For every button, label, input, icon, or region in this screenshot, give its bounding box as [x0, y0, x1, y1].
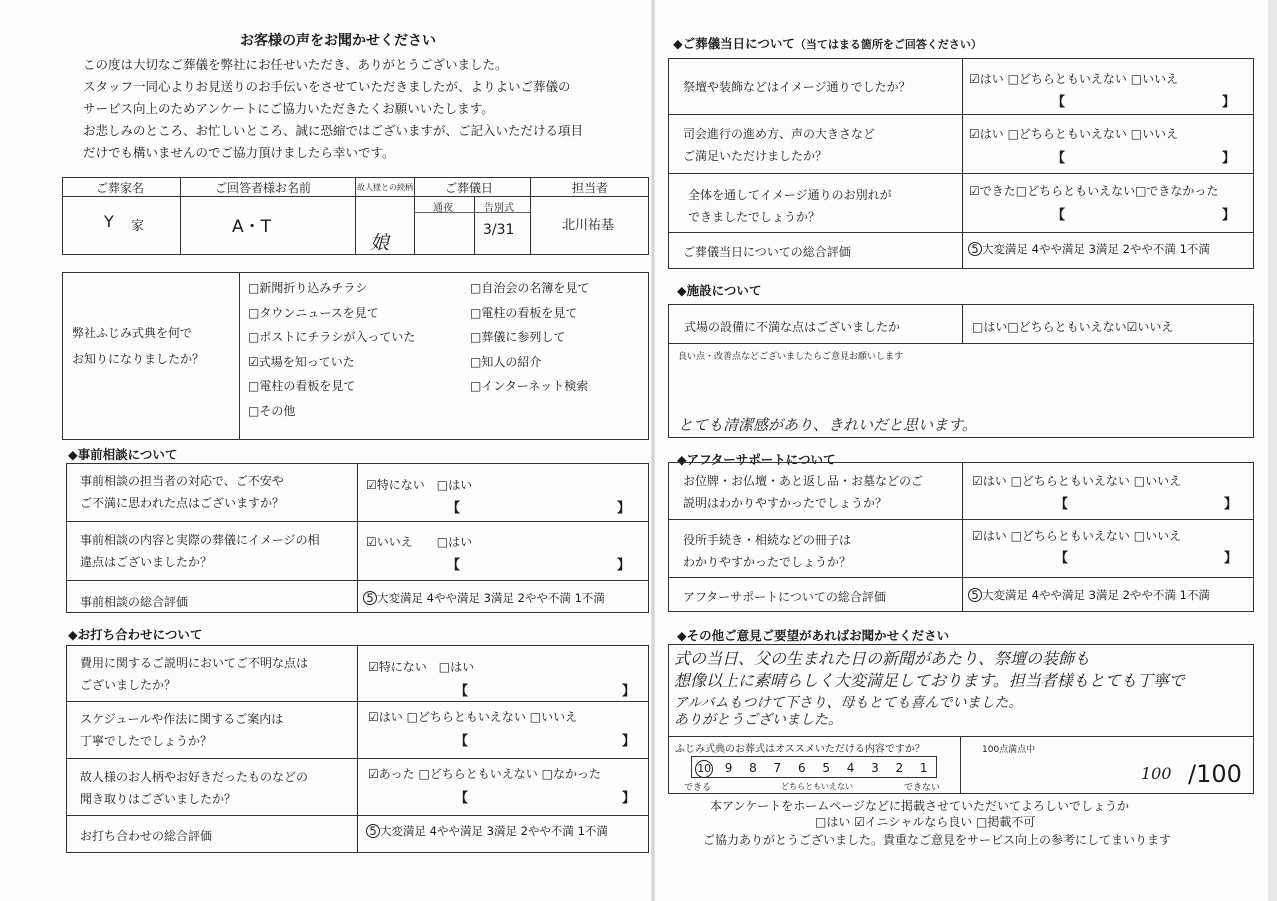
pre-q2-line: 違点はございましたか？	[80, 555, 213, 569]
pre-q2	[80, 529, 320, 573]
meeting-row-line	[66, 758, 649, 759]
scale-label-cannot: できない	[904, 783, 941, 793]
bracket-close: 】	[1224, 497, 1238, 512]
survey-title: お客様の声をお聞かせください	[240, 33, 436, 49]
rating-scale: 大変満足 4やや満足 3満足 2やや不満 1不満	[377, 591, 605, 605]
day-q2-options[interactable]: ☑はい □どちらともいえない □いいえ	[969, 127, 1179, 141]
after-q1-options[interactable]: ☑はい □どちらともいえない □いいえ	[972, 474, 1182, 488]
day-q2	[683, 123, 875, 167]
day-q2-line: ご満足いただけましたか？	[683, 149, 828, 163]
scale-value[interactable]: 5	[822, 761, 830, 775]
scale-value[interactable]: 2	[895, 761, 904, 775]
day-row-line	[668, 173, 1254, 174]
family-suffix: 家	[131, 219, 145, 234]
scale-value[interactable]: 1	[919, 761, 928, 775]
pre-q1-line: ご不満に思われた点はございますか？	[80, 496, 285, 510]
source-option[interactable]: □電柱の看板を見て	[248, 379, 356, 393]
bracket-close: 】	[622, 791, 636, 806]
facility-q1-options[interactable]: □はい□どちらともいえない☑いいえ	[972, 320, 1174, 334]
day-rating[interactable]	[968, 241, 1210, 257]
meeting-q1-line: 費用に関するご説明においてご不明な点は	[80, 656, 309, 670]
facility-row-line	[668, 343, 1254, 344]
bracket-close: 】	[1224, 551, 1238, 566]
source-option[interactable]: □知人の紹介	[470, 354, 542, 369]
recommend-scale[interactable]	[691, 756, 937, 778]
scale-value[interactable]: 3	[871, 761, 879, 775]
bracket-open: 【	[447, 558, 461, 573]
rating-circle: 5	[968, 242, 982, 256]
meeting-q2-line: スケジュールや作法に関するご案内は	[80, 712, 284, 726]
source-divider	[239, 272, 240, 440]
day-q2-line: 司会進行の進め方、声の大きさなど	[683, 127, 876, 141]
rating-scale: 大変満足 4やや満足 3満足 2やや不満 1不満	[982, 242, 1210, 256]
rating-scale: 大変満足 4やや満足 3満足 2やや不満 1不満	[982, 588, 1210, 602]
other-row-line	[668, 736, 1254, 737]
day-q3-line: できましたでしょうか？	[688, 210, 821, 224]
pre-q1	[80, 470, 284, 514]
info-col-line	[355, 177, 356, 255]
staff-name: 北川祐基	[562, 218, 615, 233]
meeting-q2	[80, 708, 283, 752]
source-option[interactable]: □インターネット検索	[470, 379, 589, 393]
source-options-col1	[248, 276, 415, 423]
header-kokubetsu: 告別式	[484, 203, 514, 214]
bracket-close: 】	[1222, 208, 1236, 223]
info-col-line	[414, 177, 415, 255]
day-divider	[962, 58, 963, 269]
pre-q2-options[interactable]: ☑いいえ □はい	[366, 535, 473, 549]
recommend-question: ふじみ式典のお葬式はオススメいただける内容ですか？	[675, 744, 925, 755]
bracket-open: 【	[455, 791, 469, 806]
intro-line: この度は大切なご葬儀を弊社にお任せいただき、ありがとうございました。	[83, 57, 508, 72]
bracket-close: 】	[1222, 151, 1236, 166]
day-q4: ご葬儀当日についての総合評価	[683, 245, 851, 259]
header-tsuya: 通夜	[433, 203, 453, 214]
meeting-q3-line: 聞き取りはございましたか？	[80, 792, 237, 806]
scale-value[interactable]: 8	[749, 761, 757, 775]
rating-circle: 5	[366, 824, 380, 838]
meeting-row-line	[66, 701, 649, 702]
kokubetsu-date: 3/31	[483, 222, 515, 238]
header-staff: 担当者	[572, 181, 609, 195]
pre-row-line	[66, 521, 649, 522]
rating-circle: 5	[363, 591, 377, 605]
score-handwritten[interactable]: 100	[1141, 764, 1172, 783]
publish-options[interactable]: □はい ☑イニシャルなら良い □掲載不可	[815, 815, 1036, 829]
rating-circle: 5	[968, 588, 982, 602]
pre-q1-options[interactable]: ☑特にない □はい	[366, 478, 473, 492]
after-q2-line: わかりやすかったでしょうか？	[683, 555, 852, 569]
page-fold	[651, 0, 655, 901]
facility-comment[interactable]: とても清潔感があり、きれいだと思います。	[678, 416, 977, 434]
source-option[interactable]: ☑式場を知っていた	[248, 354, 355, 369]
bracket-open: 【	[1052, 95, 1066, 110]
source-option[interactable]: □タウンニュースを見て	[248, 305, 379, 320]
other-comment-line: 式の当日、父の生まれた日の新聞があたり、祭壇の装飾も	[674, 649, 1091, 668]
scale-value[interactable]: 6	[797, 761, 806, 775]
rating-scale: 大変満足 4やや満足 3満足 2やや不満 1不満	[380, 824, 608, 838]
header-date: ご葬儀日	[445, 181, 494, 195]
respondent-name: A・T	[232, 217, 272, 237]
bracket-open: 【	[1055, 551, 1069, 566]
after-q2-options[interactable]: ☑はい □どちらともいえない □いいえ	[972, 529, 1182, 543]
header-family: ご葬家名	[96, 181, 145, 195]
day-row-line	[668, 114, 1254, 115]
other-comment-line: ありがとうございました。	[674, 712, 842, 728]
after-row-line	[668, 519, 1254, 520]
day-heading-note: （当てはまる箇所をご回答ください）	[794, 38, 982, 51]
header-respondent: ご回答者様お名前	[215, 181, 312, 195]
info-col-line	[530, 177, 531, 255]
pre-q1-line: 事前相談の担当者の対応で、ご不安や	[80, 474, 284, 488]
day-row-line	[668, 232, 1254, 233]
section-heading-meeting: ◆お打ち合わせについて	[68, 627, 203, 642]
source-option[interactable]: □その他	[248, 403, 296, 418]
bracket-close: 】	[617, 558, 631, 573]
other-comment-line: アルバムもつけて下さり、母もとても喜んでいました。	[674, 695, 1023, 711]
day-q3-line: 全体を通してイメージ通りのお別れが	[688, 188, 892, 202]
source-question-line: 弊社ふじみ式典を何で	[72, 326, 193, 340]
after-rating[interactable]	[968, 587, 1210, 603]
scale-value[interactable]: 7	[773, 761, 782, 775]
meeting-row-line	[66, 815, 649, 816]
other-comment[interactable]	[674, 648, 1185, 731]
meeting-q2-line: 丁寧でしたでしょうか？	[80, 734, 213, 748]
scale-value[interactable]: 9	[724, 761, 733, 775]
meeting-q2-options[interactable]: ☑はい □どちらともいえない □いいえ	[368, 710, 578, 724]
scale-label-neither: どちらともいえない	[781, 782, 853, 791]
scale-value[interactable]: 4	[846, 761, 855, 775]
other-comment-line: 想像以上に素晴らしく大変満足しております。担当者様もとても丁寧で	[674, 671, 1185, 690]
other-divider	[960, 736, 961, 794]
info-col-line	[180, 177, 181, 255]
bracket-close: 】	[1222, 95, 1236, 110]
meeting-q3-line: 故人様のお人柄やお好きだったものなどの	[80, 770, 309, 784]
section-heading-after: ◆アフターサポートについて	[677, 452, 836, 467]
source-option[interactable]: □ポストにチラシが入っていた	[248, 330, 416, 344]
section-heading-facility: ◆施設について	[677, 283, 762, 298]
points-label: 100点満点中	[982, 745, 1036, 755]
source-option[interactable]: □自治会の名簿を見て	[470, 281, 590, 295]
facility-comment-label: 良い点・改善点などございましたらご意見お願いします	[678, 352, 904, 362]
bracket-open: 【	[1055, 497, 1069, 512]
intro-line: サービス向上のためアンケートにご協力いただきたくお願いいたします。	[83, 101, 494, 116]
day-q1: 祭壇や装飾などはイメージ通りでしたか？	[683, 80, 911, 94]
bracket-open: 【	[455, 734, 469, 749]
source-options-col2	[470, 276, 589, 399]
after-q1-line: 説明はわかりやすかったでしょうか？	[683, 496, 888, 510]
bracket-close: 】	[622, 734, 636, 749]
after-q1-line: お位牌・お仏壇・あと返し品・お墓などのご	[683, 474, 924, 488]
source-option[interactable]: □葬儀に参列して	[470, 330, 566, 344]
header-relation: 故人様との続柄	[357, 183, 413, 192]
pre-q3: 事前相談の総合評価	[80, 595, 189, 609]
meeting-divider	[357, 645, 358, 853]
pre-q2-line: 事前相談の内容と実際の葬儀にイメージの相	[80, 533, 320, 547]
publish-question: 本アンケートをホームページなどに掲載させていただいてよろしいでしょうか	[710, 799, 1130, 813]
bracket-close: 】	[622, 684, 636, 699]
meeting-q1	[80, 652, 308, 696]
section-heading-other: ◆その他ご意見ご要望があればお聞かせください	[677, 628, 950, 643]
after-divider	[962, 462, 963, 612]
bracket-open: 【	[1052, 151, 1066, 166]
source-option[interactable]: □新聞折り込みチラシ	[248, 281, 368, 295]
scale-label-can: できる	[684, 783, 712, 793]
day-q1-options[interactable]: ☑はい □どちらともいえない □いいえ	[969, 72, 1179, 86]
after-q1	[683, 470, 923, 514]
thanks-text: ご協力ありがとうございました。貴重なご意見をサービス向上の参考にしてまいります	[703, 833, 1172, 847]
after-q2	[683, 529, 851, 573]
info-col-line	[474, 196, 475, 255]
intro-line: スタッフ一同心よりお見送りのお手伝いをさせていただきましたが、よりよいご葬儀の	[83, 79, 571, 94]
meeting-q3	[80, 766, 308, 810]
meeting-q1-options[interactable]: ☑特にない □はい	[368, 660, 475, 674]
meeting-rating[interactable]	[366, 823, 608, 839]
section-heading-day	[673, 34, 982, 52]
source-question	[72, 320, 204, 372]
section-heading-pre: ◆事前相談について	[68, 447, 178, 462]
bracket-open: 【	[455, 684, 469, 699]
bracket-open: 【	[447, 501, 461, 516]
pre-rating[interactable]	[363, 590, 605, 606]
meeting-q1-line: ございましたか？	[80, 678, 177, 692]
day-q3	[688, 184, 892, 228]
relation-value: 娘	[370, 232, 390, 254]
facility-q1: 式場の設備に不満な点はございましたか	[684, 320, 901, 334]
day-heading: ◆ご葬儀当日について	[673, 36, 795, 51]
pre-divider	[357, 463, 358, 613]
after-q3: アフターサポートについての総合評価	[683, 590, 886, 604]
after-row-line	[668, 577, 1254, 578]
intro-line: お悲しみのところ、お忙しいところ、誠に恐縮ではございますが、ご記入いただける項目	[83, 123, 584, 138]
source-question-line: お知りになりましたか？	[72, 352, 205, 366]
page-edge	[1268, 0, 1277, 901]
intro-text	[83, 54, 583, 164]
meeting-q4: お打ち合わせの総合評価	[80, 829, 213, 843]
family-initial: Y	[104, 212, 114, 231]
bracket-close: 】	[617, 501, 631, 516]
source-option[interactable]: □電柱の看板を見て	[470, 305, 578, 320]
day-q3-options[interactable]: ☑できた□どちらともいえない□できなかった	[969, 184, 1219, 198]
facility-divider	[962, 304, 963, 343]
bracket-open: 【	[1052, 208, 1066, 223]
scale-selected[interactable]: 10	[692, 760, 716, 778]
score-total: /100	[1188, 760, 1242, 788]
meeting-q3-options[interactable]: ☑あった □どちらともいえない □なかった	[368, 767, 601, 781]
after-q2-line: 役所手続き・相続などの冊子は	[683, 533, 852, 547]
intro-line: だけでも構いませんのでご協力頂けましたら幸いです。	[83, 145, 395, 160]
pre-row-line	[66, 580, 649, 581]
